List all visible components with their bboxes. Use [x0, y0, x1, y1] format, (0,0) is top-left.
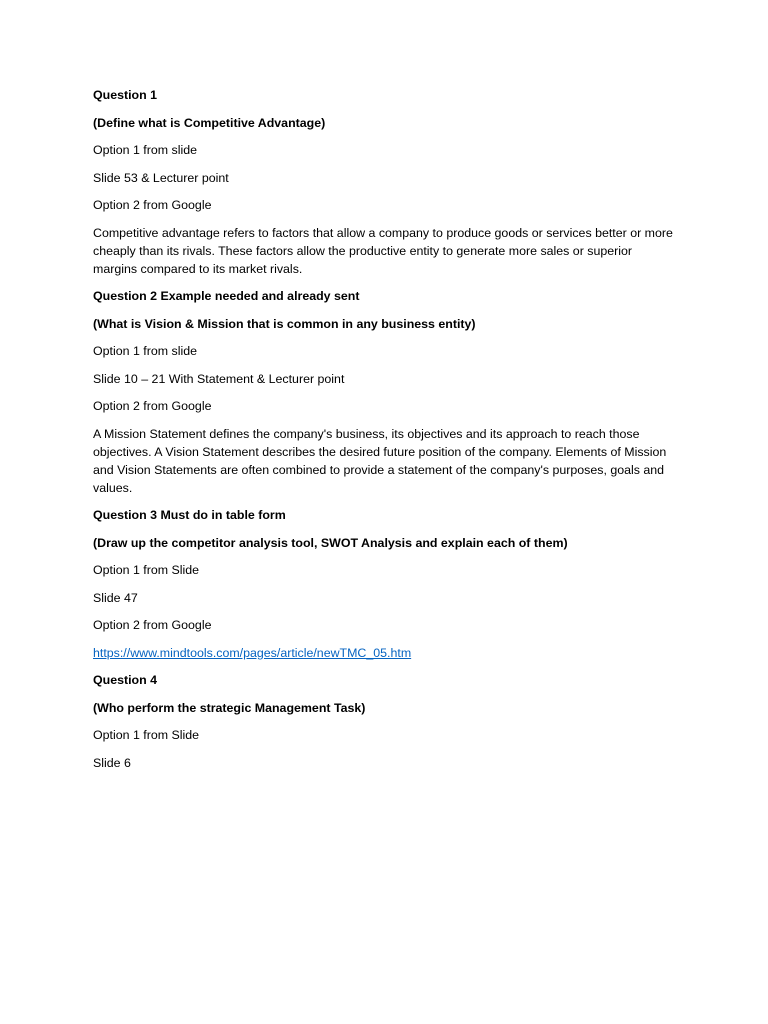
- question-4-heading: Question 4: [93, 673, 158, 687]
- question-1-option-1: Option 1 from slide: [93, 143, 197, 157]
- question-2-answer: A Mission Statement defines the company's business, its objectives and its approach to reach those objectives. A Vision Statement describes the desired future position of the company. Elements of Mission and Vision Statements are often combined to provide a statement of the company's purposes, goals and values.: [93, 426, 667, 495]
- question-1-answer: Competitive advantage refers to factors that allow a company to produce goods or services better or more cheaply than its rivals. These factors allow the productive entity to generate more sales or superior margins compared to its market rivals.: [93, 225, 673, 276]
- question-3-option-1: Option 1 from Slide: [93, 563, 200, 577]
- question-4-prompt: (Who perform the strategic Management Task): [93, 700, 366, 715]
- document-body: [93, 86, 673, 781]
- question-1-option-2: Option 2 from Google: [93, 198, 212, 212]
- question-3-option-2: Option 2 from Google: [93, 618, 212, 632]
- question-2-option-2: Option 2 from Google: [93, 399, 212, 413]
- question-2-heading: Question 2 Example needed and already sent: [93, 289, 360, 303]
- question-1-prompt: (Define what is Competitive Advantage): [93, 115, 326, 130]
- question-4-slide-reference: Slide 6: [93, 755, 131, 770]
- question-3-prompt: (Draw up the competitor analysis tool, SWOT Analysis and explain each of them): [93, 535, 568, 550]
- question-2-option-1: Option 1 from slide: [93, 344, 197, 358]
- question-2-prompt: (What is Vision & Mission that is common in any business entity): [93, 316, 476, 331]
- mindtools-link[interactable]: https://www.mindtools.com/pages/article/newTMC_05.htm: [93, 645, 412, 660]
- question-3-link-line: [93, 644, 673, 662]
- question-3-slide-reference: Slide 47: [93, 590, 138, 605]
- question-1-slide-reference: Slide 53 & Lecturer point: [93, 170, 229, 185]
- question-1-heading: Question 1: [93, 88, 158, 102]
- question-4-option-1: Option 1 from Slide: [93, 728, 200, 742]
- question-3-heading: Question 3 Must do in table form: [93, 508, 286, 522]
- question-2-slide-reference: Slide 10 – 21 With Statement & Lecturer point: [93, 371, 345, 386]
